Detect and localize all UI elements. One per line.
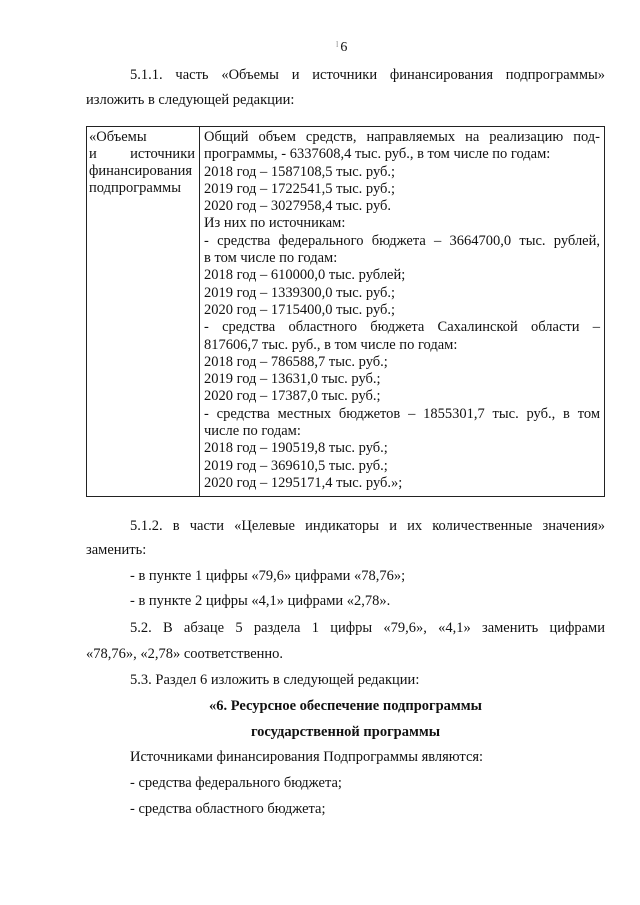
right-line: 2020 год – 3027958,4 тыс. руб.	[204, 198, 392, 215]
table-left-cell	[87, 127, 200, 497]
paragraph-5-1-2-line2: заменить:	[86, 542, 147, 558]
list-item: - в пункте 1 цифры «79,6» цифрами «78,76»;	[130, 568, 406, 584]
right-line: числе по годам:	[204, 423, 301, 440]
right-line: 2019 год – 369610,5 тыс. руб.;	[204, 457, 388, 474]
right-line: 2018 год – 190519,8 тыс. руб.;	[204, 440, 388, 457]
paragraph-5-1-1-line1: 5.1.1. часть «Объемы и источники финансирования подпрограммы»	[130, 67, 605, 83]
list-item: - средства федерального бюджета;	[130, 775, 342, 791]
financing-table	[86, 126, 605, 497]
right-line: Общий объем средств, направляемых на реализацию под-	[204, 129, 600, 145]
right-line: 2020 год – 1715400,0 тыс. руб.;	[204, 301, 396, 318]
right-line: 2020 год – 1295171,4 тыс. руб.»;	[204, 474, 403, 491]
paragraph-5-1-2-line1: 5.1.2. в части «Целевые индикаторы и их количественные значения»	[130, 518, 605, 534]
right-line: 2018 год – 1587108,5 тыс. руб.;	[204, 163, 396, 180]
right-line: 2020 год – 17387,0 тыс. руб.;	[204, 388, 381, 405]
left-line: «Объемы	[89, 129, 147, 145]
paragraph-5-3: 5.3. Раздел 6 изложить в следующей редакции:	[130, 672, 420, 688]
section-heading-line2: государственной программы	[250, 724, 441, 740]
table-right-cell	[200, 127, 605, 497]
right-line: 2019 год – 13631,0 тыс. руб.;	[204, 371, 381, 388]
right-line: - средства местных бюджетов – 1855301,7 тыс. руб., в том	[204, 405, 600, 422]
right-line: 2019 год – 1722541,5 тыс. руб.;	[204, 180, 396, 197]
right-line: Из них по источникам:	[204, 215, 346, 232]
page-number: ˡ 6	[336, 40, 348, 55]
left-line: подпрограммы	[89, 180, 181, 196]
sources-intro: Источниками финансирования Подпрограммы являются:	[130, 749, 484, 765]
right-line: 2018 год – 610000,0 тыс. рублей;	[204, 267, 406, 284]
right-line: - средства федерального бюджета – 3664700,0 тыс. рублей,	[204, 232, 600, 249]
section-heading-line1: «6. Ресурсное обеспечение подпрограммы	[208, 698, 483, 714]
right-line: - средства областного бюджета Сахалинской области –	[204, 319, 600, 336]
list-item: - в пункте 2 цифры «4,1» цифрами «2,78».	[130, 593, 391, 609]
paragraph-5-2-line2: «78,76», «2,78» соответственно.	[86, 646, 284, 662]
right-line: 2018 год – 786588,7 тыс. руб.;	[204, 353, 388, 370]
paragraph-5-2-line1: 5.2. В абзаце 5 раздела 1 цифры «79,6», «4,1» заменить цифрами	[130, 620, 605, 636]
paragraph-5-1-1-line2: изложить в следующей редакции:	[86, 92, 295, 108]
right-line: в том числе по годам:	[204, 250, 338, 267]
list-item: - средства областного бюджета;	[130, 801, 326, 817]
right-line: 2019 год – 1339300,0 тыс. руб.;	[204, 284, 396, 301]
left-line: финансирования	[89, 163, 193, 179]
right-line: 817606,7 тыс. руб., в том числе по годам:	[204, 336, 458, 353]
right-line: программы, - 6337608,4 тыс. руб., в том числе по годам:	[204, 146, 551, 163]
left-line: и источники	[89, 146, 195, 162]
